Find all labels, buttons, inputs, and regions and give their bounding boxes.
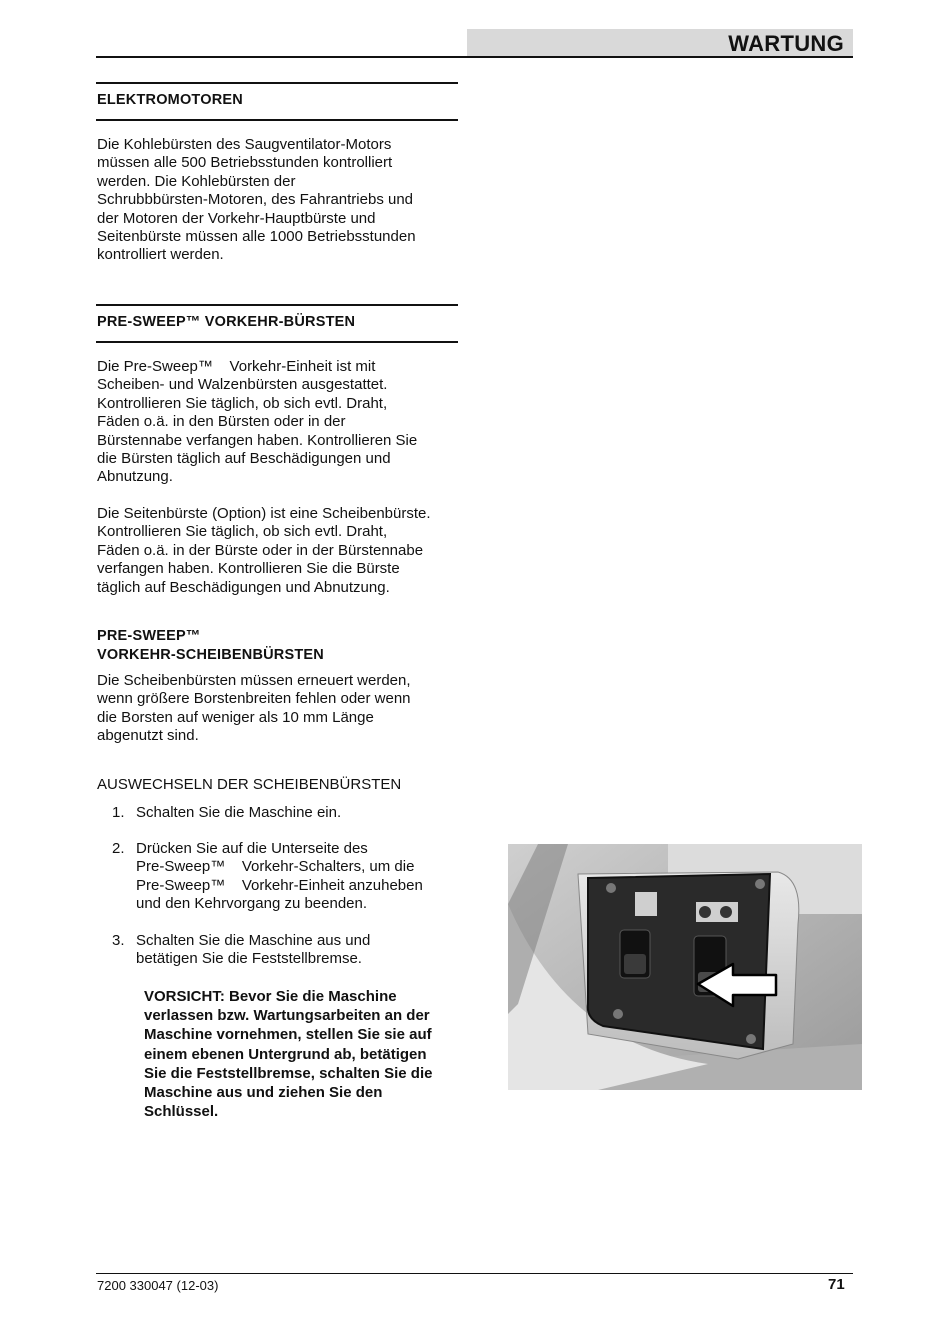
- text-line: Die Pre-Sweep™ Vorkehr-Einheit ist mit: [97, 358, 376, 375]
- divider: [96, 82, 458, 84]
- text-line: Fäden o.ä. in den Bürsten oder in der: [97, 413, 346, 431]
- text-line: Drücken Sie auf die Unterseite des: [136, 840, 368, 857]
- step-number: 1.: [112, 804, 125, 821]
- paragraph-elektromotoren: [97, 136, 462, 265]
- step-number: 3.: [112, 932, 125, 949]
- heading-scheiben-line2: VORKEHR-SCHEIBENBÜRSTEN: [97, 647, 324, 663]
- text-line: Bürstennabe verfangen haben. Kontrollieren Sie: [97, 431, 418, 449]
- step-text: [136, 932, 466, 969]
- text-line: verfangen haben. Kontrollieren Sie die Bürste: [97, 560, 400, 578]
- warning-line: einem ebenen Untergrund ab, betätigen: [144, 1045, 427, 1063]
- text-line: Seitenbürste müssen alle 1000 Betriebsstunden: [97, 228, 416, 246]
- text-line: betätigen Sie die Feststellbremse.: [136, 950, 362, 968]
- heading-scheiben-line1: PRE-SWEEP™: [97, 628, 201, 644]
- text-line: Abnutzung.: [97, 468, 173, 486]
- text-line: Schrubbbürsten-Motoren, des Fahrantriebs und: [97, 191, 414, 209]
- text-line: täglich auf Beschädigungen und Abnutzung.: [97, 578, 390, 596]
- text-line: Schalten Sie die Maschine ein.: [136, 804, 342, 821]
- text-line: Pre-Sweep™ Vorkehr-Schalters, um die: [136, 858, 415, 876]
- switch-panel-photo: [508, 844, 862, 1090]
- document-number: 7200 330047 (12-03): [97, 1278, 219, 1293]
- text-line: müssen alle 500 Betriebsstunden kontrolliert: [97, 154, 393, 172]
- text-line: werden. Die Kohlebürsten der: [97, 172, 296, 190]
- divider: [96, 119, 458, 121]
- heading-presweep: PRE-SWEEP™ VORKEHR-BÜRSTEN: [97, 314, 356, 330]
- warning-line: Maschine vornehmen, stellen Sie sie auf: [144, 1026, 432, 1044]
- paragraph-presweep-2: [97, 505, 469, 597]
- paragraph-presweep-1: [97, 358, 462, 487]
- step-text: [136, 804, 466, 822]
- warning-line: Sie die Feststellbremse, schalten Sie die: [144, 1064, 433, 1082]
- warning-line: Schlüssel.: [144, 1103, 219, 1121]
- text-line: Die Kohlebürsten des Saugventilator-Motors: [97, 136, 392, 153]
- text-line: Kontrollieren Sie täglich, ob sich evtl. Draht,: [97, 394, 388, 412]
- text-line: die Borsten auf weniger als 10 mm Länge: [97, 708, 374, 726]
- text-line: wenn größere Borstenbreiten fehlen oder wenn: [97, 690, 411, 708]
- text-line: kontrolliert werden.: [97, 246, 224, 264]
- heading-elektromotoren: ELEKTROMOTOREN: [97, 92, 243, 108]
- footer-rule: [96, 1273, 853, 1274]
- text-line: Schalten Sie die Maschine aus und: [136, 932, 371, 949]
- paragraph-scheiben: [97, 672, 462, 746]
- divider: [96, 341, 458, 343]
- text-line: Kontrollieren Sie täglich, ob sich evtl. Draht,: [97, 523, 388, 541]
- step-number: 2.: [112, 840, 125, 857]
- warning-block: [144, 987, 464, 1121]
- text-line: der Motoren der Vorkehr-Hauptbürste und: [97, 209, 376, 227]
- text-line: Pre-Sweep™ Vorkehr-Einheit anzuheben: [136, 876, 423, 894]
- section-title: WARTUNG: [728, 31, 844, 56]
- text-line: Die Scheibenbürsten müssen erneuert werden,: [97, 672, 411, 689]
- step-text: [136, 840, 466, 914]
- divider: [96, 304, 458, 306]
- text-line: und den Kehrvorgang zu beenden.: [136, 895, 368, 913]
- warning-line: verlassen bzw. Wartungsarbeiten an der: [144, 1007, 430, 1025]
- page-number: 71: [828, 1276, 845, 1293]
- text-line: die Bürsten täglich auf Beschädigungen und: [97, 450, 391, 468]
- text-line: abgenutzt sind.: [97, 727, 199, 745]
- subheading-auswechseln: AUSWECHSELN DER SCHEIBENBÜRSTEN: [97, 776, 402, 793]
- warning-line: VORSICHT: Bevor Sie die Maschine: [144, 988, 397, 1005]
- text-line: Scheiben- und Walzenbürsten ausgestattet.: [97, 376, 388, 394]
- text-line: Die Seitenbürste (Option) ist eine Scheibenbürste.: [97, 505, 431, 522]
- warning-line: Maschine aus und ziehen Sie den: [144, 1084, 383, 1102]
- text-line: Fäden o.ä. in der Bürste oder in der Bürstennabe: [97, 541, 424, 559]
- header-rule: [96, 56, 853, 58]
